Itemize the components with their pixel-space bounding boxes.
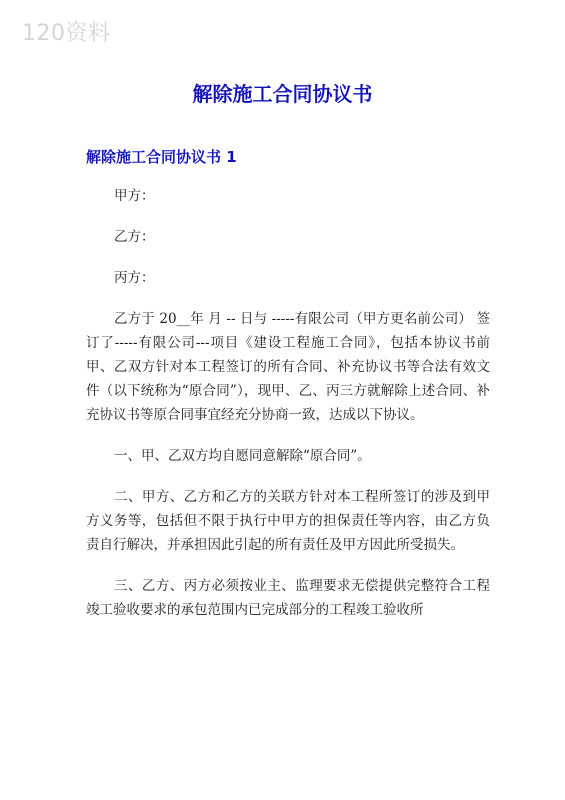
section-heading: 解除施工合同协议书 1	[86, 148, 237, 166]
document-title: 解除施工合同协议书	[192, 82, 373, 106]
party-b-label: 乙方：	[114, 229, 155, 245]
paragraph-clause-2: 二、甲方、乙方和乙方的关联方针对本工程所签订的涉及到甲方义务等，包括但不限于执行中甲方的担保责任等内容，由乙方负责自行解决，并承担因此引起的所有责任及甲方因此所受损失。	[86, 489, 490, 553]
document-body	[86, 184, 490, 639]
paragraph-clause-3: 三、乙方、丙方必须按业主、监理要求无偿提供完整符合工程竣工验收要求的承包范围内已完成部分的工程竣工验收所	[86, 578, 490, 618]
paragraph-preamble: 乙方于 20__年 月 -- 日与 -----有限公司（甲方更名前公司） 签订了-----有限公司---项目《建设工程施工合同》，包括本协议书前甲、乙双方针对本工程签订的所有合同、补充协议书等合法有效文件（以下统称为“原合同”），现甲、乙、丙三方就解除上述合同、补充协议书等原合同事宜经充分协商一致，达成以下协议。	[86, 311, 490, 423]
party-a-label: 甲方：	[114, 188, 155, 204]
paragraph-clause-1: 一、甲、乙双方均自愿同意解除“原合同”。	[114, 448, 371, 464]
watermark: 120资料	[22, 21, 111, 46]
party-c-label: 丙方：	[114, 270, 155, 286]
